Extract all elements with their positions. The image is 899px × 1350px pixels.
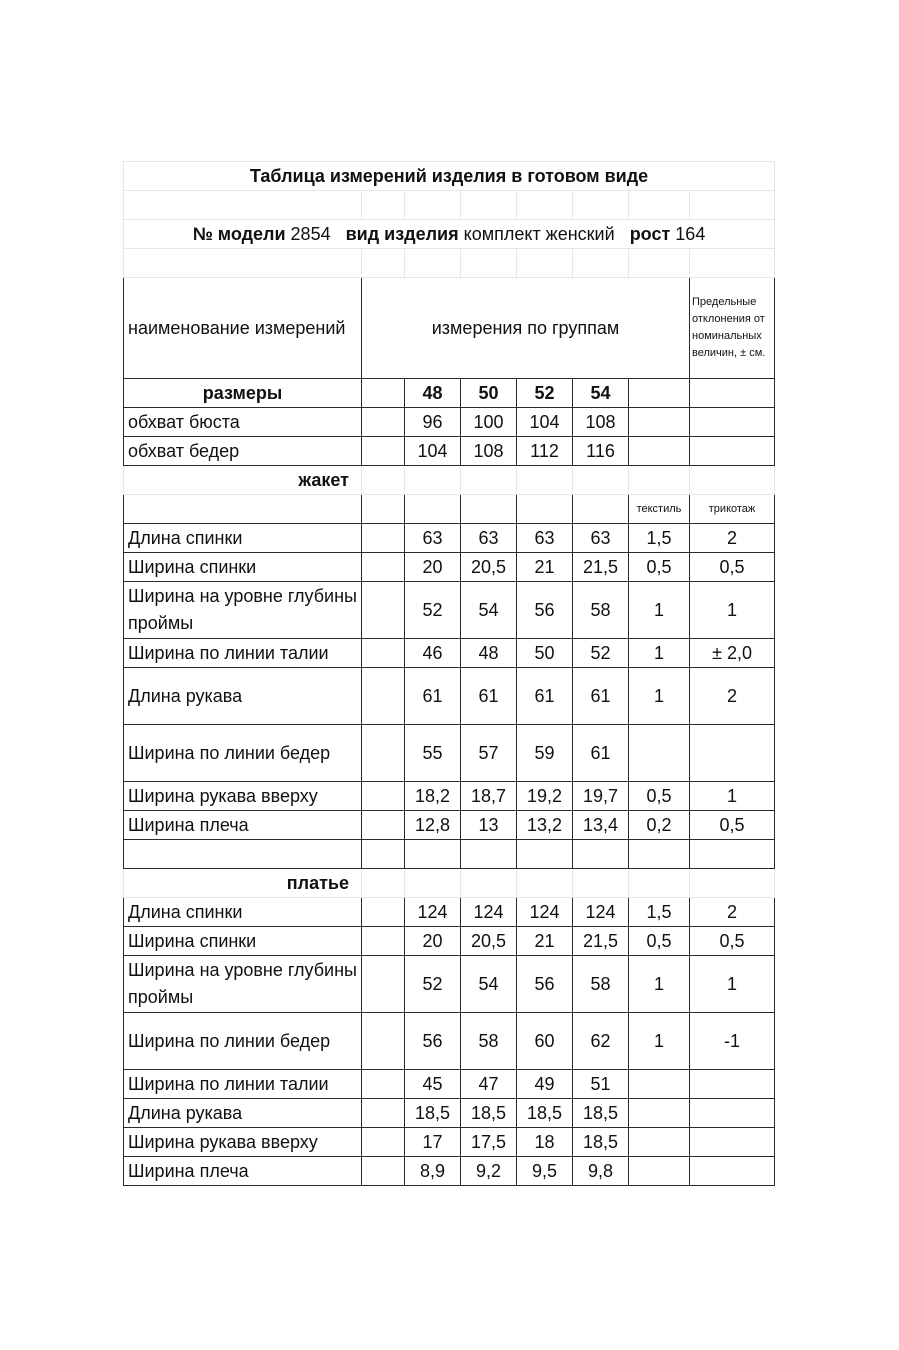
value-cell: 18,5 — [461, 1099, 517, 1128]
section-title-jacket: жакет — [124, 466, 362, 495]
value-cell: 56 — [517, 956, 573, 1013]
tolerance-textile-cell: 1 — [629, 668, 690, 725]
value-cell: 58 — [573, 582, 629, 639]
value-cell: 60 — [517, 1013, 573, 1070]
value-cell: 46 — [405, 639, 461, 668]
section-title-dress: платье — [124, 869, 362, 898]
value-cell: 18,2 — [405, 782, 461, 811]
value-cell: 108 — [461, 437, 517, 466]
tolerance-knit-cell: 1 — [690, 582, 775, 639]
value-cell: 52 — [405, 956, 461, 1013]
size-cell: 48 — [405, 379, 461, 408]
column-tolerance-header: Предельные отклонения от номинальных величин, ± см. — [690, 278, 775, 379]
value-cell: 52 — [405, 582, 461, 639]
table-row — [124, 725, 775, 782]
sizes-label: размеры — [124, 379, 362, 408]
row-name: Ширина по линии бедер — [124, 1013, 362, 1070]
value-cell: 59 — [517, 725, 573, 782]
value-cell: 58 — [461, 1013, 517, 1070]
tolerance-knit-cell — [690, 1128, 775, 1157]
value-cell: 124 — [405, 898, 461, 927]
tolerance-textile-cell: 1 — [629, 956, 690, 1013]
tolerance-subheader — [124, 495, 775, 524]
value-cell: 50 — [517, 639, 573, 668]
value-cell: 21,5 — [573, 927, 629, 956]
jacket-rows — [124, 524, 775, 840]
measurement-sheet — [123, 161, 774, 1186]
tolerance-knit-cell: 2 — [690, 898, 775, 927]
dress-rows — [124, 898, 775, 1186]
column-groups-header: измерения по группам — [362, 278, 690, 379]
value-cell: 13,2 — [517, 811, 573, 840]
value-cell: 48 — [461, 639, 517, 668]
value-cell: 61 — [517, 668, 573, 725]
row-name: Длина рукава — [124, 1099, 362, 1128]
height-label: рост — [629, 223, 671, 244]
row-name: Ширина по линии талии — [124, 639, 362, 668]
tolerance-knit-cell — [690, 1157, 775, 1186]
tolerance-textile-cell: 0,5 — [629, 553, 690, 582]
row-name: Ширина рукава вверху — [124, 1128, 362, 1157]
value-cell: 12,8 — [405, 811, 461, 840]
value-cell: 19,7 — [573, 782, 629, 811]
value-cell: 63 — [517, 524, 573, 553]
sizes-row — [124, 379, 775, 408]
value-cell: 18 — [517, 1128, 573, 1157]
tolerance-knit-cell — [690, 1099, 775, 1128]
model-label: № модели — [192, 223, 286, 244]
value-cell: 57 — [461, 725, 517, 782]
row-name: обхват бюста — [124, 408, 362, 437]
value-cell: 9,2 — [461, 1157, 517, 1186]
tolerance-knit-cell: 1 — [690, 956, 775, 1013]
value-cell: 61 — [573, 668, 629, 725]
tolerance-knit-cell: ± 2,0 — [690, 639, 775, 668]
value-cell: 124 — [461, 898, 517, 927]
type-value: комплект женский — [463, 223, 615, 244]
value-cell: 104 — [405, 437, 461, 466]
tolerance-textile-cell — [629, 725, 690, 782]
column-name-header: наименование измерений — [124, 278, 362, 379]
value-cell: 45 — [405, 1070, 461, 1099]
value-cell: 52 — [573, 639, 629, 668]
value-cell: 21 — [517, 927, 573, 956]
table-row — [124, 639, 775, 668]
model-value: 2854 — [290, 223, 331, 244]
value-cell: 63 — [461, 524, 517, 553]
row-name: Ширина по линии бедер — [124, 725, 362, 782]
row-name: Длина спинки — [124, 898, 362, 927]
value-cell: 61 — [573, 725, 629, 782]
value-cell: 116 — [573, 437, 629, 466]
table-row — [124, 1070, 775, 1099]
value-cell: 124 — [517, 898, 573, 927]
table-row — [124, 956, 775, 1013]
value-cell: 56 — [405, 1013, 461, 1070]
tolerance-textile-cell: 1 — [629, 639, 690, 668]
tolerance-knit-cell — [690, 725, 775, 782]
table-row — [124, 408, 775, 437]
value-cell: 124 — [573, 898, 629, 927]
value-cell: 17,5 — [461, 1128, 517, 1157]
value-cell: 19,2 — [517, 782, 573, 811]
value-cell: 18,5 — [405, 1099, 461, 1128]
table-row — [124, 668, 775, 725]
row-name: Ширина спинки — [124, 553, 362, 582]
value-cell: 96 — [405, 408, 461, 437]
value-cell: 61 — [405, 668, 461, 725]
tolerance-textile-cell: 1 — [629, 1013, 690, 1070]
value-cell: 9,5 — [517, 1157, 573, 1186]
table-row — [124, 553, 775, 582]
value-cell: 20 — [405, 553, 461, 582]
table-row — [124, 927, 775, 956]
tolerance-textile-cell — [629, 1070, 690, 1099]
tolerance-knit-cell: 2 — [690, 668, 775, 725]
row-name: Длина спинки — [124, 524, 362, 553]
tolerance-knit-cell: 1 — [690, 782, 775, 811]
value-cell: 18,5 — [573, 1128, 629, 1157]
table-row — [124, 898, 775, 927]
table-row — [124, 811, 775, 840]
tolerance-textile-cell: 0,5 — [629, 927, 690, 956]
measurement-table — [123, 161, 775, 1186]
tolerance-knit-cell: 0,5 — [690, 927, 775, 956]
value-cell: 18,7 — [461, 782, 517, 811]
type-label: вид изделия — [345, 223, 459, 244]
value-cell: 63 — [573, 524, 629, 553]
tolerance-textile-cell — [629, 1128, 690, 1157]
value-cell: 55 — [405, 725, 461, 782]
value-cell: 62 — [573, 1013, 629, 1070]
tolerance-knit-cell — [690, 1070, 775, 1099]
row-name: Ширина плеча — [124, 811, 362, 840]
value-cell: 56 — [517, 582, 573, 639]
value-cell: 13 — [461, 811, 517, 840]
tolerance-textile-cell: 0,2 — [629, 811, 690, 840]
table-row — [124, 437, 775, 466]
row-name: Ширина по линии талии — [124, 1070, 362, 1099]
value-cell: 9,8 — [573, 1157, 629, 1186]
section-row-dress — [124, 869, 775, 898]
value-cell: 20 — [405, 927, 461, 956]
value-cell: 21,5 — [573, 553, 629, 582]
value-cell: 51 — [573, 1070, 629, 1099]
tolerance-knit-cell: 2 — [690, 524, 775, 553]
table-row — [124, 1013, 775, 1070]
size-cell: 50 — [461, 379, 517, 408]
table-title: Таблица измерений изделия в готовом виде — [124, 162, 775, 191]
value-cell: 63 — [405, 524, 461, 553]
value-cell: 54 — [461, 582, 517, 639]
tolerance-knit-cell: 0,5 — [690, 811, 775, 840]
tolerance-textile-cell: 0,5 — [629, 782, 690, 811]
tol-textile-label: текстиль — [629, 495, 690, 524]
table-row — [124, 1099, 775, 1128]
row-name: Ширина на уровне глубины проймы — [124, 582, 362, 639]
table-row — [124, 582, 775, 639]
height-value: 164 — [675, 223, 706, 244]
table-row — [124, 1157, 775, 1186]
value-cell: 54 — [461, 956, 517, 1013]
value-cell: 20,5 — [461, 927, 517, 956]
tolerance-textile-cell: 1,5 — [629, 524, 690, 553]
tolerance-textile-cell — [629, 1157, 690, 1186]
section-row-jacket — [124, 466, 775, 495]
value-cell: 58 — [573, 956, 629, 1013]
value-cell: 104 — [517, 408, 573, 437]
value-cell: 20,5 — [461, 553, 517, 582]
value-cell: 47 — [461, 1070, 517, 1099]
tolerance-textile-cell — [629, 1099, 690, 1128]
row-name: Ширина плеча — [124, 1157, 362, 1186]
value-cell: 18,5 — [517, 1099, 573, 1128]
tol-knit-label: трикотаж — [690, 495, 775, 524]
table-row — [124, 1128, 775, 1157]
row-name: Ширина спинки — [124, 927, 362, 956]
row-name: обхват бедер — [124, 437, 362, 466]
value-cell: 13,4 — [573, 811, 629, 840]
model-info — [124, 220, 775, 249]
tolerance-textile-cell: 1 — [629, 582, 690, 639]
table-row — [124, 524, 775, 553]
value-cell: 49 — [517, 1070, 573, 1099]
value-cell: 108 — [573, 408, 629, 437]
tolerance-textile-cell: 1,5 — [629, 898, 690, 927]
size-cell: 54 — [573, 379, 629, 408]
row-name: Длина рукава — [124, 668, 362, 725]
value-cell: 18,5 — [573, 1099, 629, 1128]
value-cell: 61 — [461, 668, 517, 725]
tolerance-knit-cell: 0,5 — [690, 553, 775, 582]
table-row — [124, 782, 775, 811]
value-cell: 21 — [517, 553, 573, 582]
size-cell: 52 — [517, 379, 573, 408]
value-cell: 8,9 — [405, 1157, 461, 1186]
row-name: Ширина на уровне глубины проймы — [124, 956, 362, 1013]
tolerance-knit-cell: -1 — [690, 1013, 775, 1070]
value-cell: 112 — [517, 437, 573, 466]
value-cell: 17 — [405, 1128, 461, 1157]
row-name: Ширина рукава вверху — [124, 782, 362, 811]
value-cell: 100 — [461, 408, 517, 437]
